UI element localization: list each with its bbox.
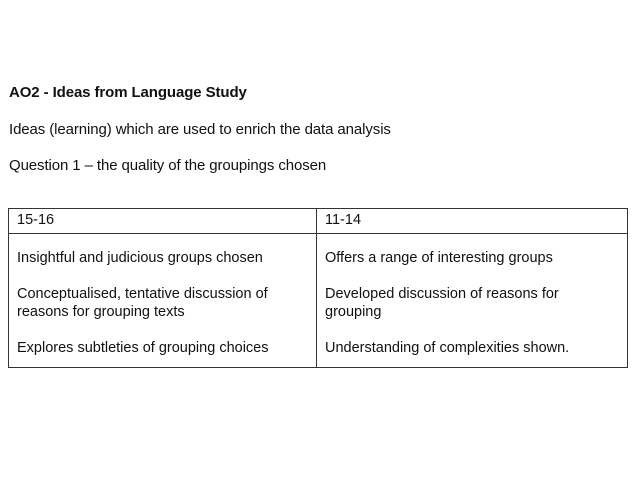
intro-text: Ideas (learning) which are used to enrich the data analysis — [9, 121, 391, 138]
band-11-14-descriptors — [317, 234, 628, 368]
header-band-15-16: 15-16 — [9, 209, 317, 234]
descriptor-item: Conceptualised, tentative discussion of reasons for grouping texts — [17, 286, 268, 320]
descriptor-item: Understanding of complexities shown. — [325, 340, 570, 356]
table-row — [9, 234, 628, 368]
section-heading: AO2 - Ideas from Language Study — [9, 84, 247, 101]
descriptor-item: Developed discussion of reasons for grouping — [325, 286, 559, 320]
band-15-16-descriptors — [9, 234, 317, 368]
descriptor-item: Explores subtleties of grouping choices — [17, 340, 269, 356]
table-header-row — [9, 209, 628, 234]
header-band-11-14: 11-14 — [317, 209, 628, 234]
descriptor-item: Insightful and judicious groups chosen — [17, 250, 263, 266]
question-text: Question 1 – the quality of the groupings chosen — [9, 157, 327, 174]
descriptor-item: Offers a range of interesting groups — [325, 250, 553, 266]
mark-scheme-table — [8, 208, 628, 368]
